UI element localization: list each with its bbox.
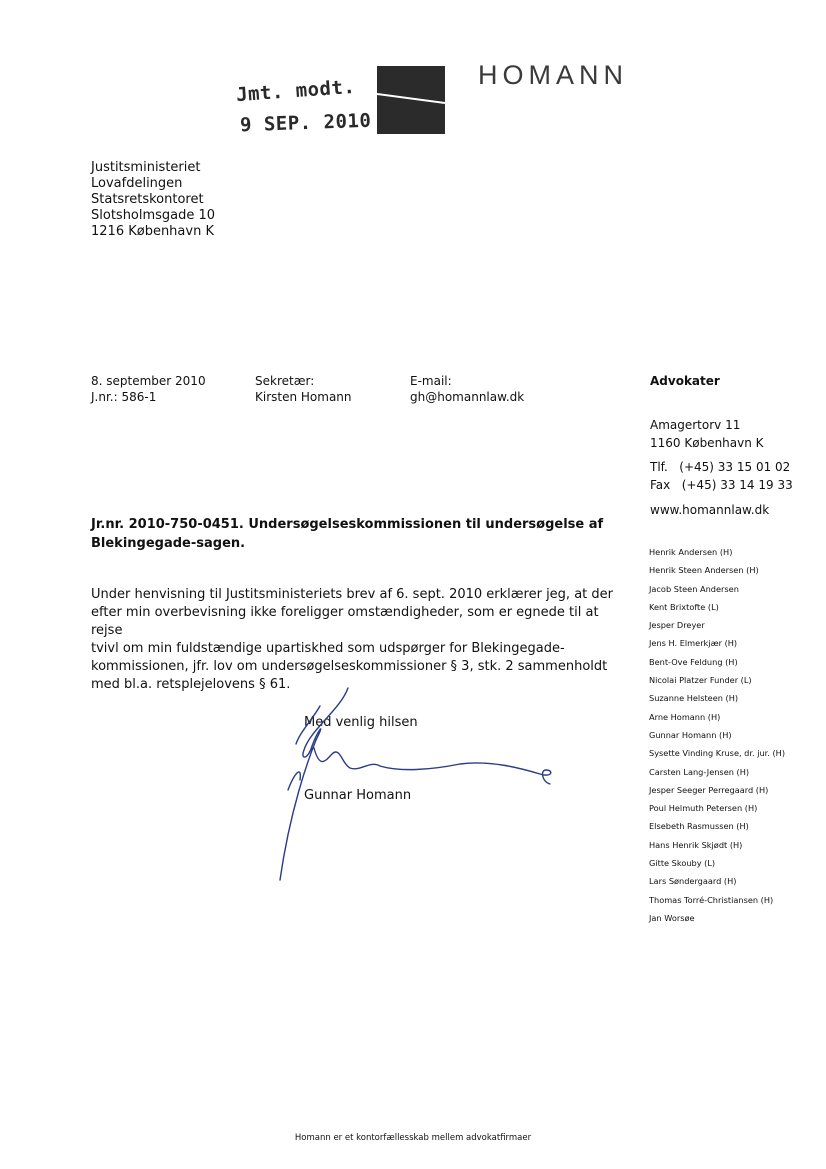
body-line: tvivl om min fuldstændige upartiskhed som udspørger for Blekingegade- <box>91 641 565 656</box>
lawyer-name: Jesper Seeger Perregaard (H) <box>649 784 769 795</box>
email-block <box>410 373 524 405</box>
lawyer-name: Arne Homann (H) <box>649 711 721 722</box>
firm-logo-mark <box>377 66 445 134</box>
lawyer-name: Henrik Andersen (H) <box>649 547 733 557</box>
body-line: kommissionen, jfr. lov om undersøgelseskommissioner § 3, stk. 2 sammenholdt <box>91 659 608 674</box>
firm-type-heading: Advokater <box>650 374 720 388</box>
lawyer-name: Elsebeth Rasmussen (H) <box>649 821 749 832</box>
closing-greeting: Med venlig hilsen <box>304 715 418 730</box>
firm-website: www.homannlaw.dk <box>650 503 770 517</box>
lawyer-name: Gitte Skouby (L) <box>649 858 716 869</box>
letter-subject: Jr.nr. 2010-750-0451. Undersøgelseskommissionen til undersøgelse af Blekingegade-sagen. <box>91 517 604 551</box>
lawyer-name: Gunnar Homann (H) <box>649 729 732 740</box>
letter-body <box>91 586 621 694</box>
lawyer-name: Kent Brixtofte (L) <box>649 601 719 612</box>
lawyers-list <box>649 543 819 927</box>
lawyer-name: Poul Helmuth Petersen (H) <box>649 803 758 814</box>
email-address: gh@homannlaw.dk <box>410 390 525 404</box>
email-label: E-mail: <box>410 374 452 388</box>
recipient-line: Slotsholmsgade 10 <box>91 208 216 223</box>
body-line: Under henvisning til Justitsministeriets brev af 6. sept. 2010 erklærer jeg, at der <box>91 587 613 602</box>
secretary-name: Kirsten Homann <box>255 390 352 404</box>
letter-date: 8. september 2010 <box>91 374 206 388</box>
firm-fax: Fax (+45) 33 14 19 33 <box>650 478 793 492</box>
lawyer-name: Jan Worsøe <box>649 912 695 923</box>
secretary-label: Sekretær: <box>255 374 315 388</box>
lawyer-name: Hans Henrik Skjødt (H) <box>649 839 743 850</box>
handwritten-signature <box>270 680 570 890</box>
received-stamp-date: 9 SEP. 2010 <box>239 109 372 137</box>
recipient-line: Statsretskontoret <box>91 192 204 207</box>
firm-phone: Tlf. (+45) 33 15 01 02 <box>650 460 791 474</box>
lawyer-name: Jens H. Elmerkjær (H) <box>649 638 738 649</box>
firm-street: Amagertorv 11 <box>650 418 741 432</box>
body-line: efter min overbevisning ikke foreligger omstændigheder, som er egnede til at rejse <box>91 605 599 638</box>
lawyer-name: Lars Søndergaard (H) <box>649 876 737 887</box>
lawyer-name: Sysette Vinding Kruse, dr. jur. (H) <box>649 748 786 759</box>
page-footer: Homann er et kontorfællesskab mellem advokatfirmaer <box>294 1133 532 1143</box>
lawyer-name: Nicolai Platzer Funder (L) <box>649 675 752 686</box>
lawyer-name: Carsten Lang-Jensen (H) <box>649 766 750 777</box>
lawyer-name: Jesper Dreyer <box>649 620 705 631</box>
recipient-line: 1216 København K <box>91 224 214 239</box>
received-stamp-label: Jmt. modt. <box>235 75 357 107</box>
lawyer-name: Jacob Steen Andersen <box>649 583 739 594</box>
lawyer-name: Thomas Torré-Christiansen (H) <box>649 894 774 905</box>
firm-contact-block <box>650 416 793 519</box>
recipient-line: Justitsministeriet <box>91 160 201 175</box>
secretary-block <box>255 373 352 405</box>
signer-name: Gunnar Homann <box>304 788 412 803</box>
lawyer-name: Henrik Steen Andersen (H) <box>649 565 759 576</box>
case-number: J.nr.: 586-1 <box>91 390 157 404</box>
lawyer-name: Bent-Ove Feldung (H) <box>649 656 738 667</box>
firm-city: 1160 København K <box>650 436 764 450</box>
recipient-line: Lovafdelingen <box>91 176 183 191</box>
body-line: med bl.a. retsplejelovens § 61. <box>91 677 291 692</box>
letter-date-block <box>91 373 206 405</box>
lawyer-name: Suzanne Helsteen (H) <box>649 693 739 704</box>
recipient-address <box>91 160 215 240</box>
firm-logo-text: HOMANN <box>478 60 628 90</box>
